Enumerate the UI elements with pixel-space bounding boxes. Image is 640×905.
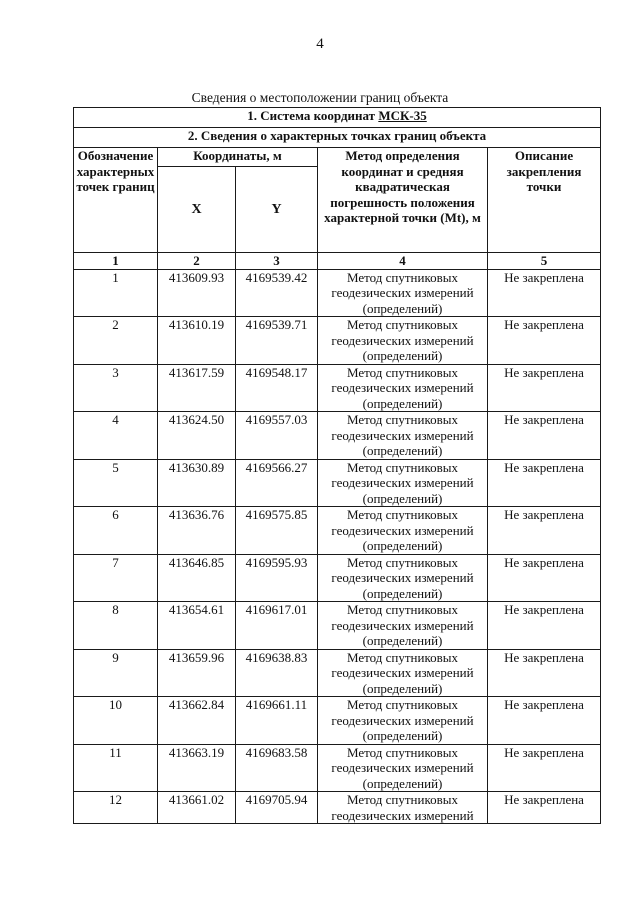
cell-point: 3 <box>74 364 158 412</box>
cell-y: 4169548.17 <box>236 364 318 412</box>
boundary-points-table <box>73 107 601 824</box>
cell-fixing: Не закреплена <box>488 554 601 602</box>
coordinate-system-title <box>74 108 601 128</box>
cell-point: 12 <box>74 792 158 824</box>
cell-method: Метод спутниковых геодезических измерений (определений) <box>318 317 488 365</box>
cell-method: Метод спутниковых геодезических измерений (определений) <box>318 364 488 412</box>
column-number: 2 <box>158 253 236 270</box>
cell-y: 4169661.11 <box>236 697 318 745</box>
cell-y: 4169539.71 <box>236 317 318 365</box>
cell-y: 4169705.94 <box>236 792 318 824</box>
cell-fixing: Не закреплена <box>488 364 601 412</box>
header-coordinates: Координаты, м <box>158 148 318 167</box>
cell-point: 10 <box>74 697 158 745</box>
cell-method: Метод спутниковых геодезических измерений (определений) <box>318 459 488 507</box>
column-number: 1 <box>74 253 158 270</box>
cell-x: 413654.61 <box>158 602 236 650</box>
cell-fixing: Не закреплена <box>488 412 601 460</box>
table-row <box>74 412 601 460</box>
cell-x: 413636.76 <box>158 507 236 555</box>
cell-x: 413662.84 <box>158 697 236 745</box>
cell-fixing: Не закреплена <box>488 269 601 317</box>
table-row <box>74 507 601 555</box>
section-title: 2. Сведения о характерных точках границ объекта <box>74 128 601 148</box>
cell-x: 413610.19 <box>158 317 236 365</box>
header-fixing: Описание закрепления точки <box>488 148 601 253</box>
cell-method: Метод спутниковых геодезических измерений (определений) <box>318 649 488 697</box>
coordinate-system-name: МСК-35 <box>378 108 427 123</box>
cell-y: 4169683.58 <box>236 744 318 792</box>
cell-y: 4169575.85 <box>236 507 318 555</box>
cell-point: 6 <box>74 507 158 555</box>
table-row <box>74 744 601 792</box>
header-x: X <box>158 167 236 253</box>
cell-point: 9 <box>74 649 158 697</box>
cell-method: Метод спутниковых геодезических измерений (определений) <box>318 697 488 745</box>
cell-x: 413661.02 <box>158 792 236 824</box>
cell-y: 4169617.01 <box>236 602 318 650</box>
table-row <box>74 554 601 602</box>
cell-x: 413663.19 <box>158 744 236 792</box>
column-number: 5 <box>488 253 601 270</box>
cell-x: 413609.93 <box>158 269 236 317</box>
cell-fixing: Не закреплена <box>488 459 601 507</box>
table-row <box>74 602 601 650</box>
table-row <box>74 649 601 697</box>
cell-method: Метод спутниковых геодезических измерений (определений) <box>318 602 488 650</box>
table-row <box>74 792 601 824</box>
cell-point: 11 <box>74 744 158 792</box>
cell-method: Метод спутниковых геодезических измерений (определений) <box>318 744 488 792</box>
table-body <box>74 269 601 824</box>
cell-method: Метод спутниковых геодезических измерений <box>318 792 488 824</box>
cell-x: 413617.59 <box>158 364 236 412</box>
table-row <box>74 459 601 507</box>
cell-fixing: Не закреплена <box>488 744 601 792</box>
cell-point: 7 <box>74 554 158 602</box>
cell-method: Метод спутниковых геодезических измерений (определений) <box>318 412 488 460</box>
cell-point: 4 <box>74 412 158 460</box>
header-designation: Обозначение характерных точек границ <box>74 148 158 253</box>
cell-fixing: Не закреплена <box>488 317 601 365</box>
document-caption: Сведения о местоположении границ объекта <box>191 90 449 105</box>
table-row <box>74 269 601 317</box>
coordinate-system-prefix: 1. Система координат <box>247 108 376 123</box>
cell-x: 413624.50 <box>158 412 236 460</box>
table-row <box>74 317 601 365</box>
cell-fixing: Не закреплена <box>488 697 601 745</box>
cell-point: 1 <box>74 269 158 317</box>
cell-y: 4169595.93 <box>236 554 318 602</box>
cell-y: 4169539.42 <box>236 269 318 317</box>
column-number: 4 <box>318 253 488 270</box>
cell-y: 4169557.03 <box>236 412 318 460</box>
cell-fixing: Не закреплена <box>488 507 601 555</box>
cell-x: 413630.89 <box>158 459 236 507</box>
cell-y: 4169638.83 <box>236 649 318 697</box>
cell-fixing: Не закреплена <box>488 649 601 697</box>
cell-method: Метод спутниковых геодезических измерений (определений) <box>318 507 488 555</box>
cell-method: Метод спутниковых геодезических измерений (определений) <box>318 269 488 317</box>
table-row <box>74 364 601 412</box>
cell-point: 8 <box>74 602 158 650</box>
column-number: 3 <box>236 253 318 270</box>
header-y: Y <box>236 167 318 253</box>
cell-x: 413646.85 <box>158 554 236 602</box>
cell-fixing: Не закреплена <box>488 602 601 650</box>
cell-point: 2 <box>74 317 158 365</box>
cell-method: Метод спутниковых геодезических измерений (определений) <box>318 554 488 602</box>
cell-point: 5 <box>74 459 158 507</box>
cell-fixing: Не закреплена <box>488 792 601 824</box>
header-method: Метод определения координат и средняя квадратическая погрешность положения характерной точки (Mt), м <box>318 148 488 253</box>
table-row <box>74 697 601 745</box>
page-number: 4 <box>316 36 324 52</box>
cell-y: 4169566.27 <box>236 459 318 507</box>
cell-x: 413659.96 <box>158 649 236 697</box>
